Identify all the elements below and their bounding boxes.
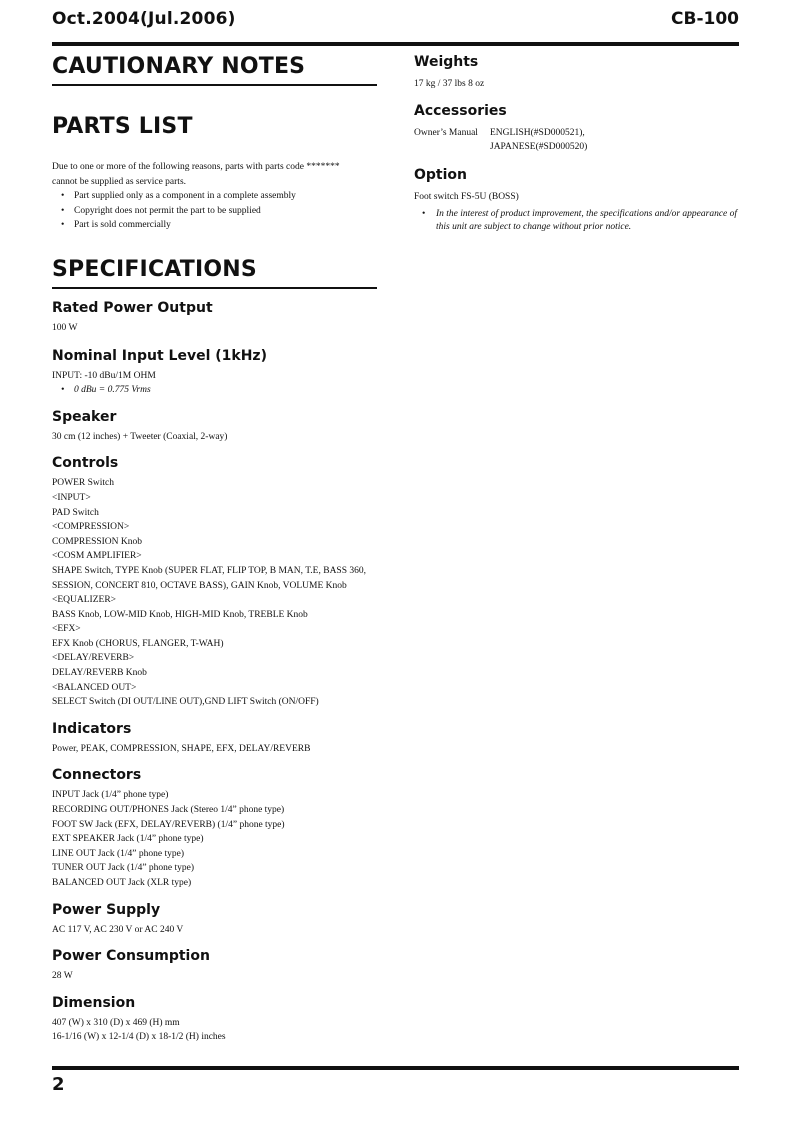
list-item: SHAPE Switch, TYPE Knob (SUPER FLAT, FLIP TOP, B MAN, T.E, BASS 360, <box>52 565 366 576</box>
parts-reasons-list <box>52 189 377 233</box>
list-item: SESSION, CONCERT 810, OCTAVE BASS), GAIN Knob, VOLUME Knob <box>52 580 347 591</box>
section-heading: Option <box>414 166 467 183</box>
section-heading: Speaker <box>52 408 117 425</box>
section-heading: Weights <box>414 54 479 70</box>
list-item: LINE OUT Jack (1/4” phone type) <box>52 848 184 859</box>
list-item: FOOT SW Jack (EFX, DELAY/REVERB) (1/4” phone type) <box>52 819 285 830</box>
connectors-section <box>52 765 377 890</box>
parts-intro-line: Due to one or more of the following reasons, parts with parts code ******* <box>52 162 340 172</box>
list-item: <COSM AMPLIFIER> <box>52 551 142 562</box>
list-item: EXT SPEAKER Jack (1/4” phone type) <box>52 834 204 845</box>
section-value: Power, PEAK, COMPRESSION, SHAPE, EFX, DELAY/REVERB <box>52 743 311 754</box>
accessory-label-spacer <box>414 140 490 155</box>
list-item: • Copyright does not permit the part to be supplied <box>74 204 377 219</box>
list-item: <DELAY/REVERB> <box>52 653 135 664</box>
list-item: DELAY/REVERB Knob <box>52 668 147 679</box>
parts-intro-line: cannot be supplied as service parts. <box>52 176 187 187</box>
dimension-section <box>52 993 377 1045</box>
list-item: • Part is sold commercially <box>74 218 377 233</box>
section-value: Foot switch FS-5U (BOSS) <box>414 191 519 202</box>
revision-date: Oct.2004(Jul.2006) <box>52 9 236 29</box>
parts-list-body <box>52 160 377 233</box>
list-item: 407 (W) x 310 (D) x 469 (H) mm <box>52 1017 180 1028</box>
list-item: <COMPRESSION> <box>52 522 130 533</box>
list-item: • 0 dBu = 0.775 Vrms <box>74 383 377 398</box>
section-value: 17 kg / 37 lbs 8 oz <box>414 79 485 89</box>
list-item: <INPUT> <box>52 492 91 503</box>
header-rule <box>52 42 739 46</box>
list-item: <EFX> <box>52 624 81 635</box>
page-number: 2 <box>52 1074 65 1095</box>
section-heading: Nominal Input Level (1kHz) <box>52 347 267 364</box>
list-item: RECORDING OUT/PHONES Jack (Stereo 1/4” phone type) <box>52 805 285 816</box>
nominal-input-section <box>52 346 377 398</box>
improvement-note <box>414 208 744 234</box>
right-column <box>414 52 744 234</box>
weights-section <box>414 52 744 92</box>
controls-list <box>52 476 377 710</box>
list-item: COMPRESSION Knob <box>52 536 143 547</box>
section-heading: Power Supply <box>52 901 161 918</box>
list-item: <BALANCED OUT> <box>52 682 137 693</box>
section-heading: Rated Power Output <box>52 299 213 316</box>
list-item: EFX Knob (CHORUS, FLANGER, T-WAH) <box>52 638 224 649</box>
power-consumption-section <box>52 946 377 984</box>
section-heading: Power Consumption <box>52 948 210 965</box>
list-item: TUNER OUT Jack (1/4” phone type) <box>52 863 195 874</box>
speaker-section <box>52 407 377 445</box>
dimension-list <box>52 1016 377 1045</box>
note-line: • In the interest of product improvement, the specifications and/or appearance of <box>436 209 738 220</box>
specifications-title: SPECIFICATIONS <box>52 255 377 289</box>
option-section <box>414 165 744 235</box>
section-heading: Connectors <box>52 767 142 784</box>
parts-list-title: PARTS LIST <box>52 114 193 139</box>
left-column <box>52 52 377 1045</box>
section-heading: Accessories <box>414 102 507 119</box>
note-line: this unit are subject to change without prior notice. <box>436 222 632 233</box>
list-item: BALANCED OUT Jack (XLR type) <box>52 878 192 888</box>
controls-section <box>52 453 377 710</box>
section-heading: Dimension <box>52 994 136 1011</box>
accessory-row <box>414 126 744 141</box>
list-item: • Part supplied only as a component in a complete assembly <box>74 189 377 204</box>
cautionary-notes-title: CAUTIONARY NOTES <box>52 52 377 86</box>
indicators-section <box>52 719 377 757</box>
accessories-section <box>414 101 744 155</box>
accessory-value: ENGLISH(#SD000521), <box>490 127 585 138</box>
accessory-label: Owner’s Manual <box>414 127 478 138</box>
section-heading: Controls <box>52 455 119 472</box>
list-item: INPUT Jack (1/4” phone type) <box>52 790 169 801</box>
accessory-value: JAPANESE(#SD000520) <box>490 142 588 153</box>
section-heading: Indicators <box>52 720 132 737</box>
section-value: INPUT: -10 dBu/1M OHM <box>52 370 156 381</box>
section-value: 100 W <box>52 322 78 333</box>
list-item: PAD Switch <box>52 507 99 518</box>
section-value: AC 117 V, AC 230 V or AC 240 V <box>52 924 184 935</box>
power-supply-section <box>52 900 377 938</box>
model-name: CB-100 <box>671 9 739 29</box>
list-item: BASS Knob, LOW-MID Knob, HIGH-MID Knob, TREBLE Knob <box>52 609 308 620</box>
rated-power-section <box>52 298 377 336</box>
list-item: POWER Switch <box>52 478 115 489</box>
footer-rule <box>52 1066 739 1070</box>
section-value: 28 W <box>52 971 73 982</box>
accessories-list <box>414 126 744 155</box>
list-item: SELECT Switch (DI OUT/LINE OUT),GND LIFT Switch (ON/OFF) <box>52 697 319 708</box>
connectors-list <box>52 788 377 890</box>
section-value: 30 cm (12 inches) + Tweeter (Coaxial, 2-way) <box>52 431 228 442</box>
list-item: <EQUALIZER> <box>52 595 117 606</box>
note-list <box>52 383 377 398</box>
accessory-row <box>414 140 744 155</box>
list-item: 16-1/16 (W) x 12-1/4 (D) x 18-1/2 (H) inches <box>52 1032 226 1043</box>
